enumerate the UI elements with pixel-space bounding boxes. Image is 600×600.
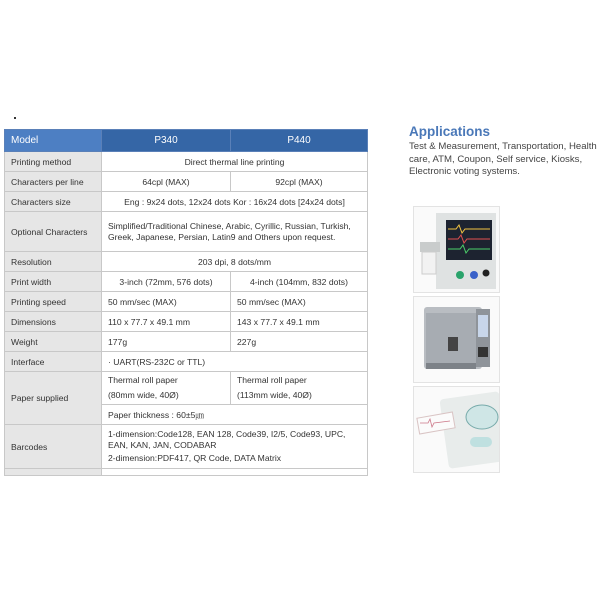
row-value-p440: 50 mm/sec (MAX) — [231, 292, 368, 312]
table-row — [5, 332, 368, 352]
row-label: Barcodes — [5, 425, 102, 469]
barcodes-1d: 1-dimension:Code128, EAN 128, Code39, I2/5, Code93, UPC, EAN, KAN, JAN, CODABAR — [108, 429, 346, 450]
row-label: Printing speed — [5, 292, 102, 312]
paper-line: (80mm wide, 40Ø) — [108, 390, 179, 400]
header-p340: P340 — [102, 130, 231, 152]
table-row — [5, 212, 368, 252]
patient-monitor-image — [413, 206, 500, 293]
row-label: Characters size — [5, 192, 102, 212]
row-value — [102, 469, 368, 476]
paper-line: Thermal roll paper — [108, 375, 178, 385]
table-row — [5, 192, 368, 212]
row-label: Print width — [5, 272, 102, 292]
row-value-p340: 110 x 77.7 x 49.1 mm — [102, 312, 231, 332]
row-label: Optional Characters — [5, 212, 102, 252]
row-label: Resolution — [5, 252, 102, 272]
header-model: Model — [5, 130, 102, 152]
table-row — [5, 292, 368, 312]
row-value: 203 dpi, 8 dots/mm — [102, 252, 368, 272]
applications-title: Applications — [409, 124, 491, 139]
header-p440: P440 — [231, 130, 368, 152]
row-value-p440: 227g — [231, 332, 368, 352]
row-label: Characters per line — [5, 172, 102, 192]
row-value-p440: 92cpl (MAX) — [231, 172, 368, 192]
row-value: Direct thermal line printing — [102, 152, 368, 172]
ecg-device-image — [413, 386, 500, 473]
spec-table — [4, 129, 368, 476]
paper-line: Thermal roll paper — [237, 375, 307, 385]
row-value-p440 — [231, 372, 368, 405]
row-value: Simplified/Traditional Chinese, Arabic, Cyrillic, Russian, Turkish, Greek, Japanese, Persian, Latin9 and Others upon request. — [102, 212, 368, 252]
row-value: Eng : 9x24 dots, 12x24 dots Kor : 16x24 dots [24x24 dots] — [102, 192, 368, 212]
row-label — [5, 469, 102, 476]
table-row — [5, 272, 368, 292]
row-value-p440: 4-inch (104mm, 832 dots) — [231, 272, 368, 292]
row-value-p340: 177g — [102, 332, 231, 352]
row-label: Paper supplied — [5, 372, 102, 425]
table-row — [5, 312, 368, 332]
row-value-p340 — [102, 372, 231, 405]
table-header-row — [5, 130, 368, 152]
applications-section — [409, 124, 599, 179]
row-value-p340: 50 mm/sec (MAX) — [102, 292, 231, 312]
bullet-dot — [14, 117, 16, 119]
row-label: Dimensions — [5, 312, 102, 332]
table-row — [5, 352, 368, 372]
table-row — [5, 252, 368, 272]
table-row — [5, 372, 368, 405]
row-value — [102, 425, 368, 469]
row-value-p340: 3-inch (72mm, 576 dots) — [102, 272, 231, 292]
paper-line: (113mm wide, 40Ø) — [237, 390, 312, 400]
applications-text: Test & Measurement, Transportation, Health care, ATM, Coupon, Self service, Kiosks, Electronic voting systems. — [409, 141, 597, 177]
barcodes-2d: 2-dimension:PDF417, QR Code, DATA Matrix — [108, 453, 282, 463]
row-value-p440: 143 x 77.7 x 49.1 mm — [231, 312, 368, 332]
table-row — [5, 172, 368, 192]
paper-thickness: Paper thickness : 60±5㎛ — [102, 405, 368, 425]
table-row — [5, 425, 368, 469]
row-label: Interface — [5, 352, 102, 372]
table-row-cut — [5, 469, 368, 476]
row-label: Printing method — [5, 152, 102, 172]
table-row — [5, 152, 368, 172]
sterilizer-image — [413, 296, 500, 383]
row-value-p340: 64cpl (MAX) — [102, 172, 231, 192]
row-value: · UART(RS-232C or TTL) — [102, 352, 368, 372]
row-label: Weight — [5, 332, 102, 352]
